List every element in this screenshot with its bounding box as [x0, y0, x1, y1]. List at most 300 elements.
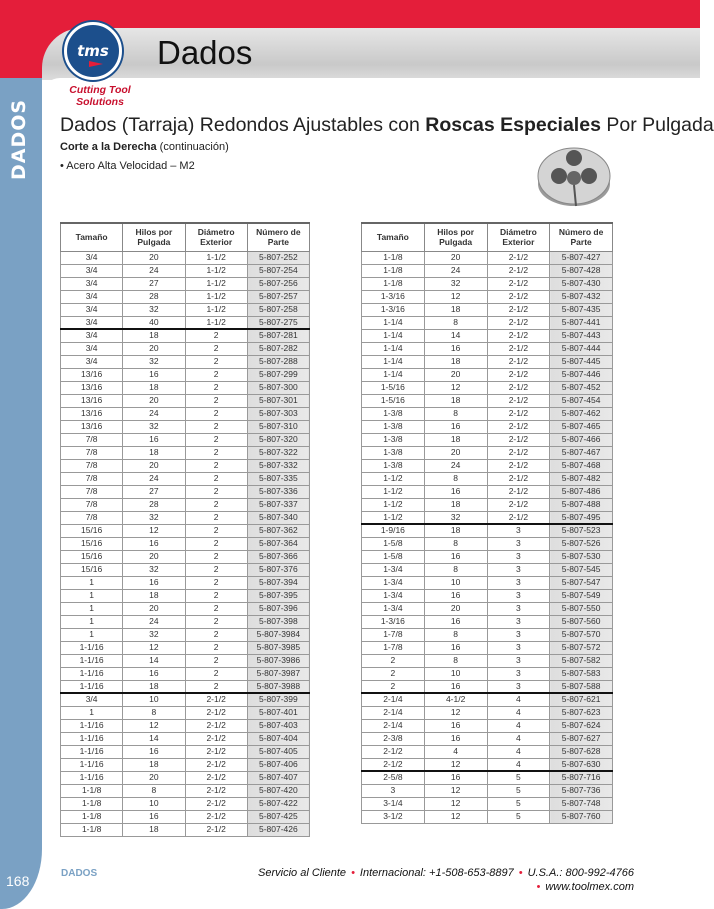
cell-part: 5-807-444: [550, 342, 613, 355]
table-row: [362, 615, 613, 628]
section-heading: [60, 114, 714, 137]
cell-od: 2: [185, 394, 247, 407]
table-row: [61, 810, 310, 823]
table-row: [61, 368, 310, 381]
cell-part: 5-807-526: [550, 537, 613, 550]
cell-size: 1: [61, 589, 123, 602]
cell-size: 3/4: [61, 303, 123, 316]
cell-part: 5-807-445: [550, 355, 613, 368]
table-row: [61, 784, 310, 797]
subhead-rest: (continuación): [156, 141, 229, 153]
cell-part: 5-807-452: [550, 381, 613, 394]
cell-part: 5-807-256: [247, 277, 309, 290]
cell-tpi: 24: [123, 264, 185, 277]
table-row: [362, 264, 613, 277]
table-row: [362, 602, 613, 615]
cell-part: 5-807-257: [247, 290, 309, 303]
cell-part: 5-807-335: [247, 472, 309, 485]
cell-od: 2-1/2: [487, 420, 550, 433]
cell-part: 5-807-441: [550, 316, 613, 329]
cell-part: 5-807-624: [550, 719, 613, 732]
cell-od: 2: [185, 537, 247, 550]
cell-tpi: 40: [123, 316, 185, 329]
cell-tpi: 20: [424, 368, 487, 381]
cell-size: 1-7/8: [362, 641, 425, 654]
table-row: [362, 745, 613, 758]
cell-size: 1-3/4: [362, 602, 425, 615]
cell-tpi: 24: [123, 615, 185, 628]
cell-od: 2-1/2: [487, 329, 550, 342]
cell-part: 5-807-549: [550, 589, 613, 602]
col-header-od: Diámetro Exterior: [487, 223, 550, 251]
cell-od: 2-1/2: [487, 290, 550, 303]
cell-part: 5-807-340: [247, 511, 309, 524]
table-row: [61, 355, 310, 368]
cell-tpi: 8: [123, 706, 185, 719]
page-number: 168: [6, 873, 30, 889]
cell-part: 5-807-482: [550, 472, 613, 485]
cell-part: 5-807-3984: [247, 628, 309, 641]
table-row: [362, 732, 613, 745]
cell-part: 5-807-570: [550, 628, 613, 641]
cell-size: 1-1/4: [362, 355, 425, 368]
cell-size: 1-9/16: [362, 524, 425, 537]
cell-tpi: 20: [424, 602, 487, 615]
cell-size: 1-1/16: [61, 680, 123, 693]
cell-od: 2: [185, 576, 247, 589]
table-row: [362, 251, 613, 264]
cell-size: 1-3/8: [362, 407, 425, 420]
table-row: [61, 732, 310, 745]
cell-part: 5-807-425: [247, 810, 309, 823]
cell-tpi: 18: [424, 433, 487, 446]
cell-od: 2-1/2: [487, 498, 550, 511]
cell-part: 5-807-428: [550, 264, 613, 277]
cell-part: 5-807-404: [247, 732, 309, 745]
cell-size: 1-1/4: [362, 368, 425, 381]
footer-website-link[interactable]: www.toolmex.com: [545, 881, 634, 893]
cell-part: 5-807-422: [247, 797, 309, 810]
table-row: [362, 342, 613, 355]
table-row: [362, 277, 613, 290]
cell-size: 1-1/8: [61, 784, 123, 797]
cell-part: 5-807-366: [247, 550, 309, 563]
cell-od: 3: [487, 563, 550, 576]
cell-tpi: 8: [424, 316, 487, 329]
cell-od: 2: [185, 381, 247, 394]
cell-part: 5-807-281: [247, 329, 309, 342]
cell-tpi: 28: [123, 498, 185, 511]
cell-tpi: 16: [424, 420, 487, 433]
cell-tpi: 18: [123, 758, 185, 771]
cell-size: 1-3/16: [362, 303, 425, 316]
cell-tpi: 18: [424, 355, 487, 368]
cell-size: 3/4: [61, 264, 123, 277]
cell-size: 2-1/4: [362, 693, 425, 706]
cell-tpi: 18: [123, 446, 185, 459]
cell-tpi: 12: [123, 641, 185, 654]
cell-size: 1-1/16: [61, 771, 123, 784]
cell-od: 2: [185, 615, 247, 628]
footer-international-phone: Internacional: +1-508-653-8897: [359, 867, 514, 879]
footer-service: Servicio al Cliente: [258, 867, 347, 879]
cell-size: 1-1/2: [362, 472, 425, 485]
cell-od: 1-1/2: [185, 290, 247, 303]
table-row: [362, 654, 613, 667]
cell-part: 5-807-454: [550, 394, 613, 407]
cell-size: 1-3/4: [362, 589, 425, 602]
cell-part: 5-807-545: [550, 563, 613, 576]
cell-size: 2-5/8: [362, 771, 425, 784]
table-row: [61, 641, 310, 654]
cell-tpi: 16: [123, 368, 185, 381]
table-row: [362, 472, 613, 485]
cell-size: 1-3/4: [362, 576, 425, 589]
col-header-size: Tamaño: [362, 223, 425, 251]
table-row: [362, 719, 613, 732]
cell-size: 3/4: [61, 342, 123, 355]
cell-size: 1-1/2: [362, 511, 425, 524]
header-grey-band: [42, 28, 700, 80]
cell-part: 5-807-430: [550, 277, 613, 290]
cell-od: 2: [185, 446, 247, 459]
table-row: [61, 823, 310, 836]
cell-tpi: 18: [424, 394, 487, 407]
cell-od: 3: [487, 628, 550, 641]
cell-size: 7/8: [61, 446, 123, 459]
cell-od: 2-1/2: [487, 355, 550, 368]
table-row: [362, 381, 613, 394]
cell-part: 5-807-420: [247, 784, 309, 797]
table-row: [61, 251, 310, 264]
cell-tpi: 32: [123, 355, 185, 368]
cell-od: 3: [487, 667, 550, 680]
cell-part: 5-807-530: [550, 550, 613, 563]
table-row: [61, 758, 310, 771]
cell-od: 5: [487, 797, 550, 810]
cell-size: 1-5/16: [362, 394, 425, 407]
cell-tpi: 16: [424, 680, 487, 693]
cell-od: 2-1/2: [487, 277, 550, 290]
cell-od: 3: [487, 550, 550, 563]
cell-part: 5-807-628: [550, 745, 613, 758]
table-row: [61, 524, 310, 537]
cell-part: 5-807-300: [247, 381, 309, 394]
table-row: [61, 433, 310, 446]
cell-od: 2-1/2: [185, 823, 247, 836]
cell-tpi: 18: [424, 524, 487, 537]
cell-size: 13/16: [61, 368, 123, 381]
table-row: [362, 693, 613, 706]
table-row: [61, 628, 310, 641]
cell-od: 2-1/2: [185, 706, 247, 719]
cell-tpi: 24: [123, 407, 185, 420]
cell-tpi: 18: [123, 680, 185, 693]
cell-od: 2: [185, 589, 247, 602]
table-row: [61, 485, 310, 498]
heading-suffix: Por Pulgada: [600, 114, 714, 136]
table-row: [362, 485, 613, 498]
cell-od: 2: [185, 550, 247, 563]
cell-size: 1-1/8: [61, 823, 123, 836]
cell-tpi: 16: [123, 810, 185, 823]
cell-size: 1-1/4: [362, 342, 425, 355]
table-row: [61, 797, 310, 810]
table-row: [61, 602, 310, 615]
cell-od: 2-1/2: [487, 485, 550, 498]
cell-part: 5-807-405: [247, 745, 309, 758]
cell-tpi: 27: [123, 485, 185, 498]
cell-od: 2-1/2: [185, 810, 247, 823]
cell-part: 5-807-275: [247, 316, 309, 329]
cell-size: 7/8: [61, 433, 123, 446]
cell-size: 1-1/8: [61, 810, 123, 823]
cell-size: 2-1/4: [362, 719, 425, 732]
cell-od: 4: [487, 693, 550, 706]
cell-size: 1-1/16: [61, 654, 123, 667]
cell-od: 2-1/2: [487, 459, 550, 472]
cell-od: 1-1/2: [185, 251, 247, 264]
cell-tpi: 32: [424, 511, 487, 524]
cell-od: 2: [185, 563, 247, 576]
cell-tpi: 8: [424, 407, 487, 420]
cell-tpi: 10: [424, 576, 487, 589]
cell-size: 1: [61, 706, 123, 719]
cell-size: 3/4: [61, 290, 123, 303]
table-row: [362, 628, 613, 641]
cell-size: 1-3/8: [362, 420, 425, 433]
cell-tpi: 24: [424, 264, 487, 277]
cell-part: 5-807-488: [550, 498, 613, 511]
table-row: [362, 524, 613, 537]
table-row: [61, 459, 310, 472]
cell-size: 15/16: [61, 563, 123, 576]
cell-od: 2-1/2: [487, 472, 550, 485]
cell-tpi: 12: [424, 381, 487, 394]
cell-od: 1-1/2: [185, 303, 247, 316]
cell-od: 2-1/2: [487, 316, 550, 329]
cell-size: 3-1/2: [362, 810, 425, 823]
table-row: [61, 290, 310, 303]
cell-tpi: 14: [123, 732, 185, 745]
cell-od: 4: [487, 719, 550, 732]
cell-part: 5-807-364: [247, 537, 309, 550]
cell-od: 2: [185, 355, 247, 368]
cell-size: 1-7/8: [362, 628, 425, 641]
cell-part: 5-807-560: [550, 615, 613, 628]
cell-size: 3/4: [61, 316, 123, 329]
table-row: [61, 680, 310, 693]
cell-tpi: 32: [123, 303, 185, 316]
cell-part: 5-807-399: [247, 693, 309, 706]
cell-tpi: 16: [424, 641, 487, 654]
cell-od: 2-1/2: [487, 303, 550, 316]
cell-od: 5: [487, 771, 550, 784]
cell-od: 2-1/2: [487, 368, 550, 381]
material-bullet: • Acero Alta Velocidad – M2: [60, 160, 195, 172]
tms-logo: [64, 22, 122, 80]
table-row: [61, 342, 310, 355]
table-row: [362, 810, 613, 823]
cell-tpi: 10: [123, 693, 185, 706]
cell-tpi: 20: [424, 251, 487, 264]
cell-part: 5-807-288: [247, 355, 309, 368]
cell-od: 2: [185, 329, 247, 342]
cell-part: 5-807-320: [247, 433, 309, 446]
table-row: [362, 784, 613, 797]
cell-part: 5-807-310: [247, 420, 309, 433]
cell-size: 13/16: [61, 394, 123, 407]
footer-contact: Servicio al Cliente • Internacional: +1-508-653-8897 • U.S.A.: 800-992-4766 • www.toolmex.com: [258, 867, 634, 893]
cell-od: 2: [185, 498, 247, 511]
cell-part: 5-807-254: [247, 264, 309, 277]
cell-tpi: 8: [123, 784, 185, 797]
cell-od: 2-1/2: [487, 446, 550, 459]
cell-size: 1-5/8: [362, 537, 425, 550]
cell-od: 2-1/2: [487, 342, 550, 355]
cell-tpi: 4: [424, 745, 487, 758]
cell-tpi: 20: [424, 446, 487, 459]
cell-tpi: 32: [123, 420, 185, 433]
cell-size: 3/4: [61, 329, 123, 342]
cell-od: 2: [185, 602, 247, 615]
cell-od: 2: [185, 654, 247, 667]
table-row: [61, 498, 310, 511]
cell-od: 2-1/2: [487, 394, 550, 407]
cell-part: 5-807-3985: [247, 641, 309, 654]
cell-size: 2-3/8: [362, 732, 425, 745]
cell-part: 5-807-395: [247, 589, 309, 602]
table-row: [61, 303, 310, 316]
cell-size: 1-1/4: [362, 329, 425, 342]
cell-size: 2-1/4: [362, 706, 425, 719]
cell-tpi: 8: [424, 628, 487, 641]
cell-od: 1-1/2: [185, 277, 247, 290]
table-row: [61, 667, 310, 680]
cell-part: 5-807-623: [550, 706, 613, 719]
cell-part: 5-807-572: [550, 641, 613, 654]
cell-size: 1-3/16: [362, 290, 425, 303]
cell-part: 5-807-336: [247, 485, 309, 498]
cell-tpi: 24: [424, 459, 487, 472]
table-row: [61, 693, 310, 706]
table-row: [61, 264, 310, 277]
table-row: [362, 771, 613, 784]
cell-part: 5-807-627: [550, 732, 613, 745]
parts-table-right: [361, 222, 613, 824]
cell-tpi: 12: [424, 706, 487, 719]
cell-tpi: 12: [123, 524, 185, 537]
cell-size: 3/4: [61, 277, 123, 290]
cell-tpi: 24: [123, 472, 185, 485]
cell-size: 7/8: [61, 485, 123, 498]
col-header-od: Diámetro Exterior: [185, 223, 247, 251]
table-row: [362, 316, 613, 329]
table-row: [61, 589, 310, 602]
cell-part: 5-807-401: [247, 706, 309, 719]
cell-tpi: 20: [123, 771, 185, 784]
cell-tpi: 16: [424, 719, 487, 732]
cell-part: 5-807-582: [550, 654, 613, 667]
table-row: [61, 615, 310, 628]
cell-tpi: 16: [424, 550, 487, 563]
cell-part: 5-807-432: [550, 290, 613, 303]
cell-od: 2-1/2: [487, 381, 550, 394]
cell-size: 2: [362, 680, 425, 693]
table-row: [362, 706, 613, 719]
cell-size: 1-3/8: [362, 433, 425, 446]
table-row: [61, 511, 310, 524]
cell-tpi: 8: [424, 563, 487, 576]
cell-size: 7/8: [61, 498, 123, 511]
cell-od: 2: [185, 485, 247, 498]
cell-size: 2-1/2: [362, 758, 425, 771]
cell-od: 2: [185, 459, 247, 472]
parts-table-left: [60, 222, 310, 837]
cell-part: 5-807-486: [550, 485, 613, 498]
table-row: [362, 498, 613, 511]
cell-od: 2: [185, 628, 247, 641]
cell-size: 7/8: [61, 459, 123, 472]
table-row: [61, 420, 310, 433]
cell-size: 1-3/8: [362, 459, 425, 472]
cell-part: 5-807-495: [550, 511, 613, 524]
cell-size: 1-1/16: [61, 667, 123, 680]
cell-tpi: 16: [123, 576, 185, 589]
cell-tpi: 16: [424, 342, 487, 355]
cell-od: 4: [487, 732, 550, 745]
cell-part: 5-807-446: [550, 368, 613, 381]
col-header-part: Número de Parte: [247, 223, 309, 251]
cell-tpi: 20: [123, 342, 185, 355]
cell-part: 5-807-299: [247, 368, 309, 381]
cell-tpi: 10: [424, 667, 487, 680]
cell-od: 2-1/2: [185, 771, 247, 784]
cell-size: 1-3/4: [362, 563, 425, 576]
cell-size: 1-1/16: [61, 758, 123, 771]
cell-od: 2-1/2: [185, 797, 247, 810]
cell-od: 2-1/2: [487, 264, 550, 277]
cell-od: 3: [487, 589, 550, 602]
cell-part: 5-807-337: [247, 498, 309, 511]
cell-od: 2-1/2: [185, 745, 247, 758]
cell-tpi: 32: [424, 277, 487, 290]
cell-part: 5-807-301: [247, 394, 309, 407]
table-row: [61, 407, 310, 420]
cell-od: 2: [185, 680, 247, 693]
table-row: [61, 394, 310, 407]
cell-tpi: 14: [123, 654, 185, 667]
table-row: [362, 797, 613, 810]
cell-size: 1-1/16: [61, 719, 123, 732]
table-row: [362, 641, 613, 654]
cell-tpi: 20: [123, 602, 185, 615]
cell-od: 2-1/2: [487, 251, 550, 264]
table-row: [362, 433, 613, 446]
cell-tpi: 16: [123, 667, 185, 680]
cell-od: 3: [487, 602, 550, 615]
cell-part: 5-807-406: [247, 758, 309, 771]
cell-tpi: 16: [424, 732, 487, 745]
cell-od: 3: [487, 615, 550, 628]
cell-od: 2: [185, 524, 247, 537]
cell-od: 2: [185, 641, 247, 654]
cell-part: 5-807-258: [247, 303, 309, 316]
cell-od: 2-1/2: [185, 758, 247, 771]
table-row: [362, 667, 613, 680]
cell-part: 5-807-3988: [247, 680, 309, 693]
cell-size: 1-1/16: [61, 641, 123, 654]
